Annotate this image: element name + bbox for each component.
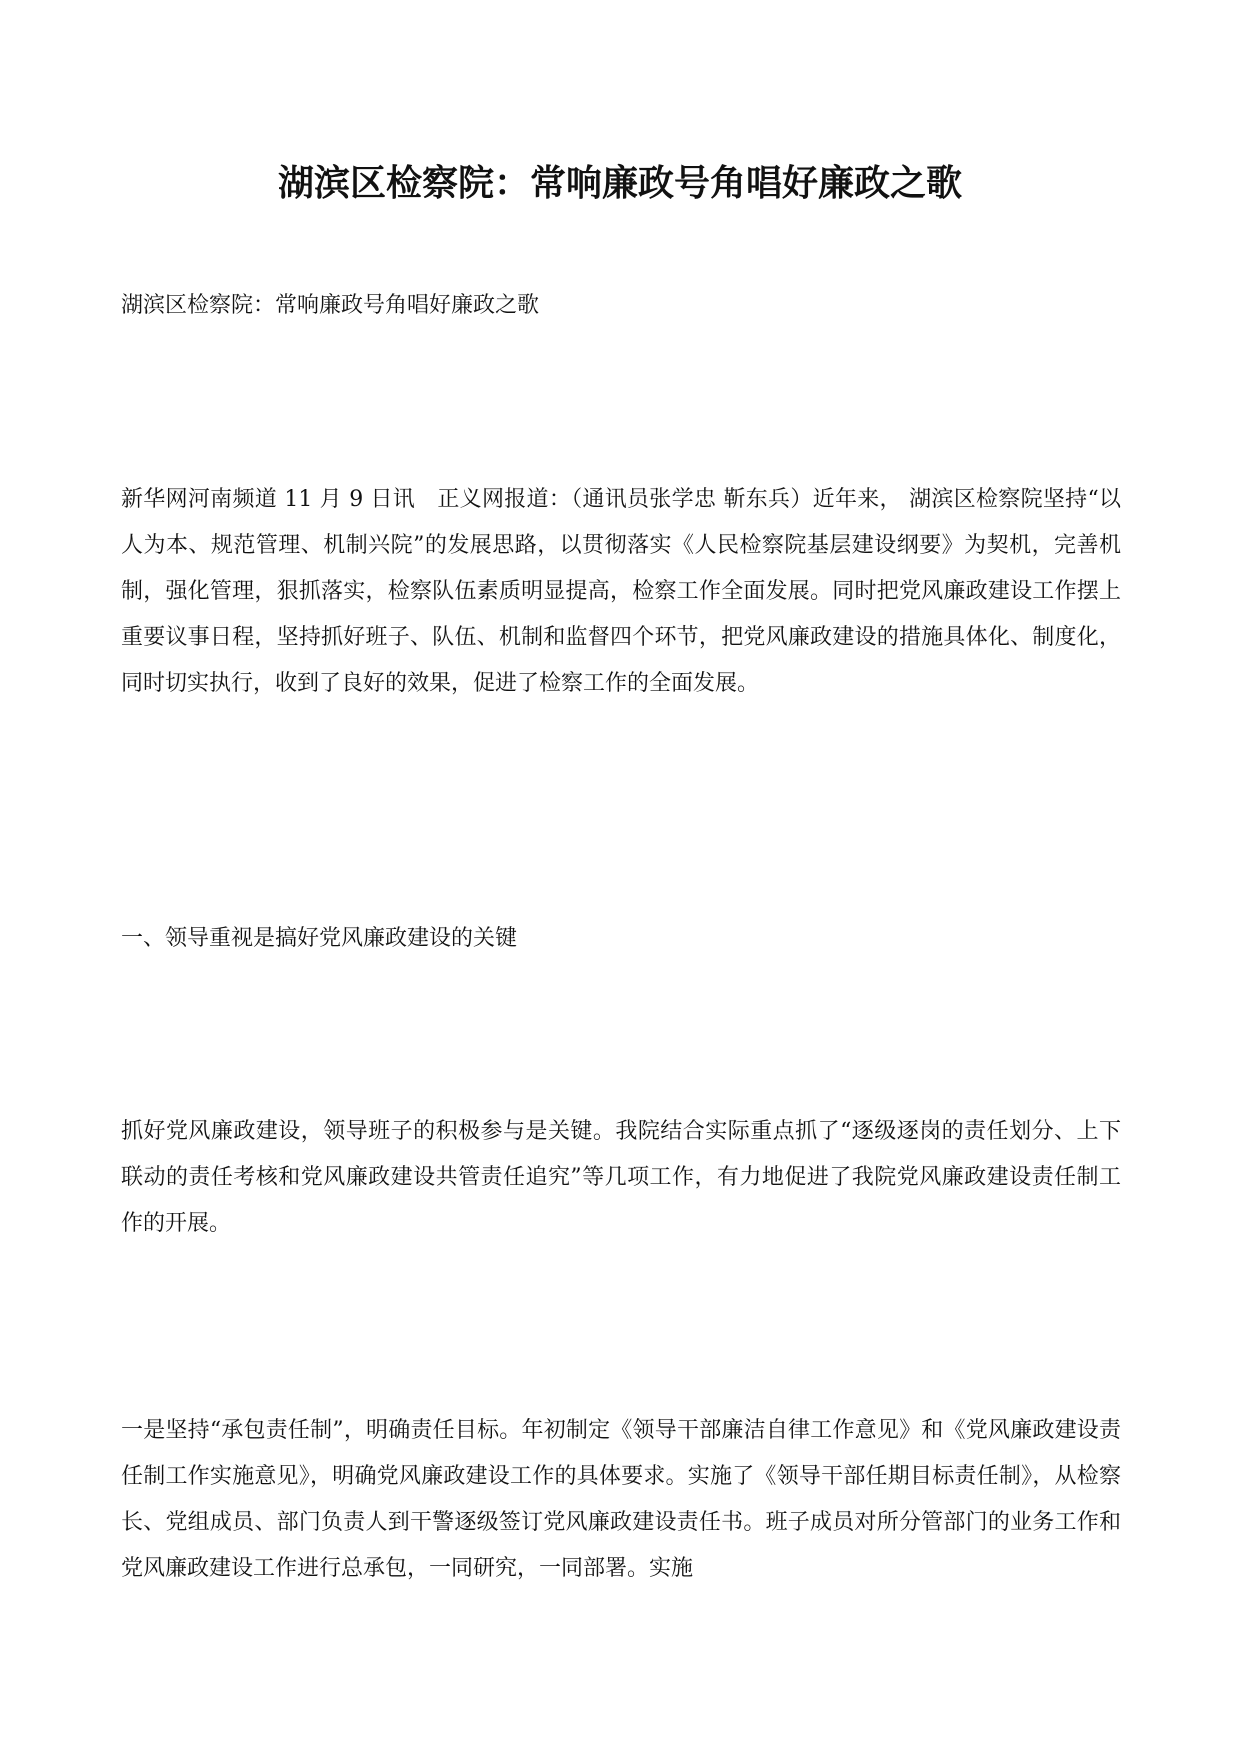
paragraph-leadership: 抓好党风廉政建设，领导班子的积极参与是关键。我院结合实际重点抓了“逐级逐岗的责任划分、上下联动的责任考核和党风廉政建设共管责任追究”等几项工作，有力地促进了我院党风廉政建设责任制工作的开展。 [121,1119,1121,1236]
paragraph-responsibility: 一是坚持“承包责任制”，明确责任目标。年初制定《领导干部廉洁自律工作意见》和《党风廉政建设责任制工作实施意见》，明确党风廉政建设工作的具体要求。实施了《领导干部任期目标责任制》，从检察长、党组成员、部门负责人到干警逐级签订党风廉政建设责任书。班子成员对所分管部门的业务工作和党风廉政建设工作进行总承包，一同研究，一同部署。实施 [121,1418,1121,1581]
section-heading-leadership: 一、领导重视是搞好党风廉政建设的关键 [121,926,518,951]
paragraph-intro: 新华网河南频道 11 月 9 日讯 正义网报道：（通讯员张学忠 靳东兵）近年来， 湖滨区检察院坚持“以人为本、规范管理、机制兴院”的发展思路，以贯彻落实《人民检察院基层建设纲要》为契机，完善机制，强化管理，狠抓落实，检察队伍素质明显提高，检察工作全面发展。同时把党风廉政建设工作摆上重要议事日程，坚持抓好班子、队伍、机制和监督四个环节，把党风廉政建设的措施具体化、制度化，同时切实执行，收到了良好的效果，促进了检察工作的全面发展。 [121,487,1121,696]
article-subtitle: 湖滨区检察院：常响廉政号角唱好廉政之歌 [121,293,540,318]
page-title: 湖滨区检察院：常响廉政号角唱好廉政之歌 [277,162,962,204]
